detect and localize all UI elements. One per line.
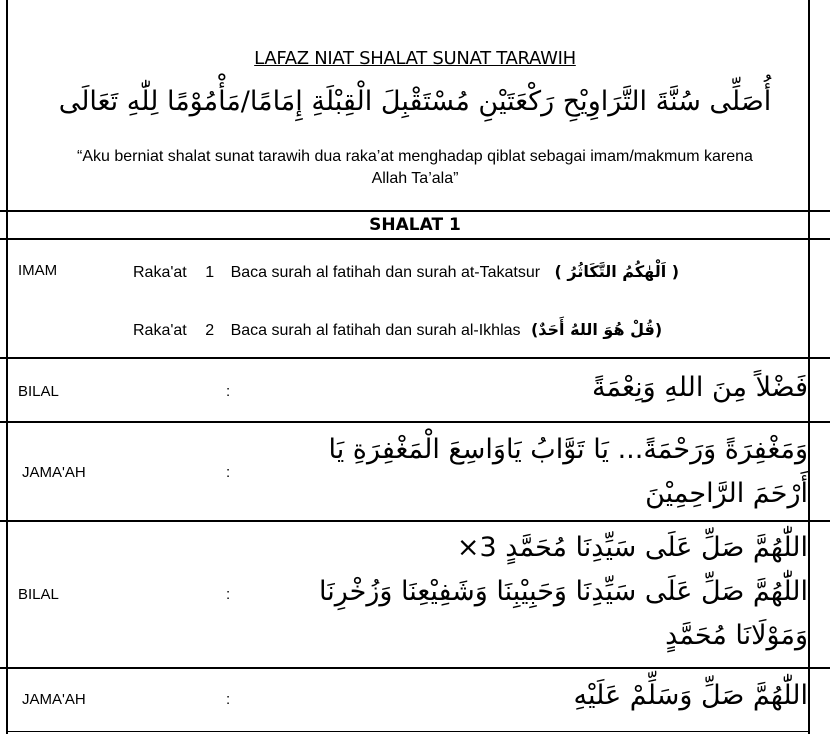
left-border xyxy=(6,0,8,734)
divider xyxy=(0,357,830,359)
arabic-line: وَمَوْلَانَا مُحَمَّدٍ xyxy=(665,620,808,651)
rakaat-instruction: Baca surah al fatihah dan surah al-Ikhlas xyxy=(230,322,521,339)
row-label-bilal: BILAL xyxy=(18,383,59,400)
jamaah-response-2 xyxy=(574,674,808,718)
bottom-edge xyxy=(6,731,810,732)
niat-arabic-text: أُصَلِّى سُنَّةَ التَّرَاوِيْحِ رَكْعَتَيْنِ مُسْتَقْبِلَ الْقِبْلَةِ إِمَامًا/مَأْمُوْمًا لِلّٰهِ تَعَالَى xyxy=(58,86,772,117)
arabic-line: فَضْلاً مِنَ اللهِ وَنِعْمَةً xyxy=(592,372,808,403)
niat-translation: “Aku berniat shalat sunat tarawih dua raka’at menghadap qiblat sebagai imam/makmum karena Allah Ta’ala” xyxy=(77,148,753,187)
divider xyxy=(0,520,830,522)
arabic-line: وَمَغْفِرَةً وَرَحْمَةً... يَا تَوَّابُ يَاوَاسِعَ الْمَغْفِرَةِ يَا xyxy=(328,434,808,465)
rakaat-number: 2 xyxy=(205,322,215,339)
page-title: LAFAZ NIAT SHALAT SUNAT TARAWIH xyxy=(254,48,576,69)
right-border xyxy=(808,0,810,734)
colon: : xyxy=(226,691,231,708)
row-label-jamaah: JAMA'AH xyxy=(22,691,86,708)
arabic-line: اللّٰهُمَّ صَلِّ عَلَى سَيِّدِنَا مُحَمَّدٍ 3× xyxy=(456,532,808,563)
rakaat-word: Raka'at xyxy=(133,264,187,281)
colon: : xyxy=(226,464,231,481)
arabic-line: اللّٰهُمَّ صَلِّ وَسَلِّمْ عَلَيْهِ xyxy=(573,680,808,711)
rakaat-number: 1 xyxy=(205,264,215,281)
imam-rakaat-2 xyxy=(133,320,662,340)
surah-arabic: ( اَلْهٰكُمُ التَّكَاثُرُ ) xyxy=(554,262,680,281)
jamaah-response-1 xyxy=(328,428,808,516)
divider xyxy=(0,667,830,669)
arabic-line: اللّٰهُمَّ صَلِّ عَلَى سَيِّدِنَا وَحَبِيْبِنَا وَشَفِيْعِنَا وَزُخْرِنَا xyxy=(318,576,808,607)
row-label-imam: IMAM xyxy=(18,262,58,279)
divider xyxy=(0,210,830,212)
section-title: SHALAT 1 xyxy=(369,215,461,235)
row-label-jamaah: JAMA'AH xyxy=(22,464,86,481)
bilal-response-2 xyxy=(319,526,808,658)
divider xyxy=(0,238,830,240)
row-label-bilal: BILAL xyxy=(18,586,59,603)
rakaat-instruction: Baca surah al fatihah dan surah at-Takatsur xyxy=(230,264,541,281)
arabic-line: أَرْحَمَ الرَّاحِمِيْنَ xyxy=(645,478,808,509)
rakaat-word: Raka'at xyxy=(133,322,187,339)
imam-rakaat-1 xyxy=(133,262,679,282)
bilal-response-1 xyxy=(592,366,808,410)
divider xyxy=(0,421,830,423)
surah-arabic: (قُلْ هُوَ اللهُ أَحَدٌ) xyxy=(530,320,663,339)
colon: : xyxy=(226,383,231,400)
colon: : xyxy=(226,586,231,603)
